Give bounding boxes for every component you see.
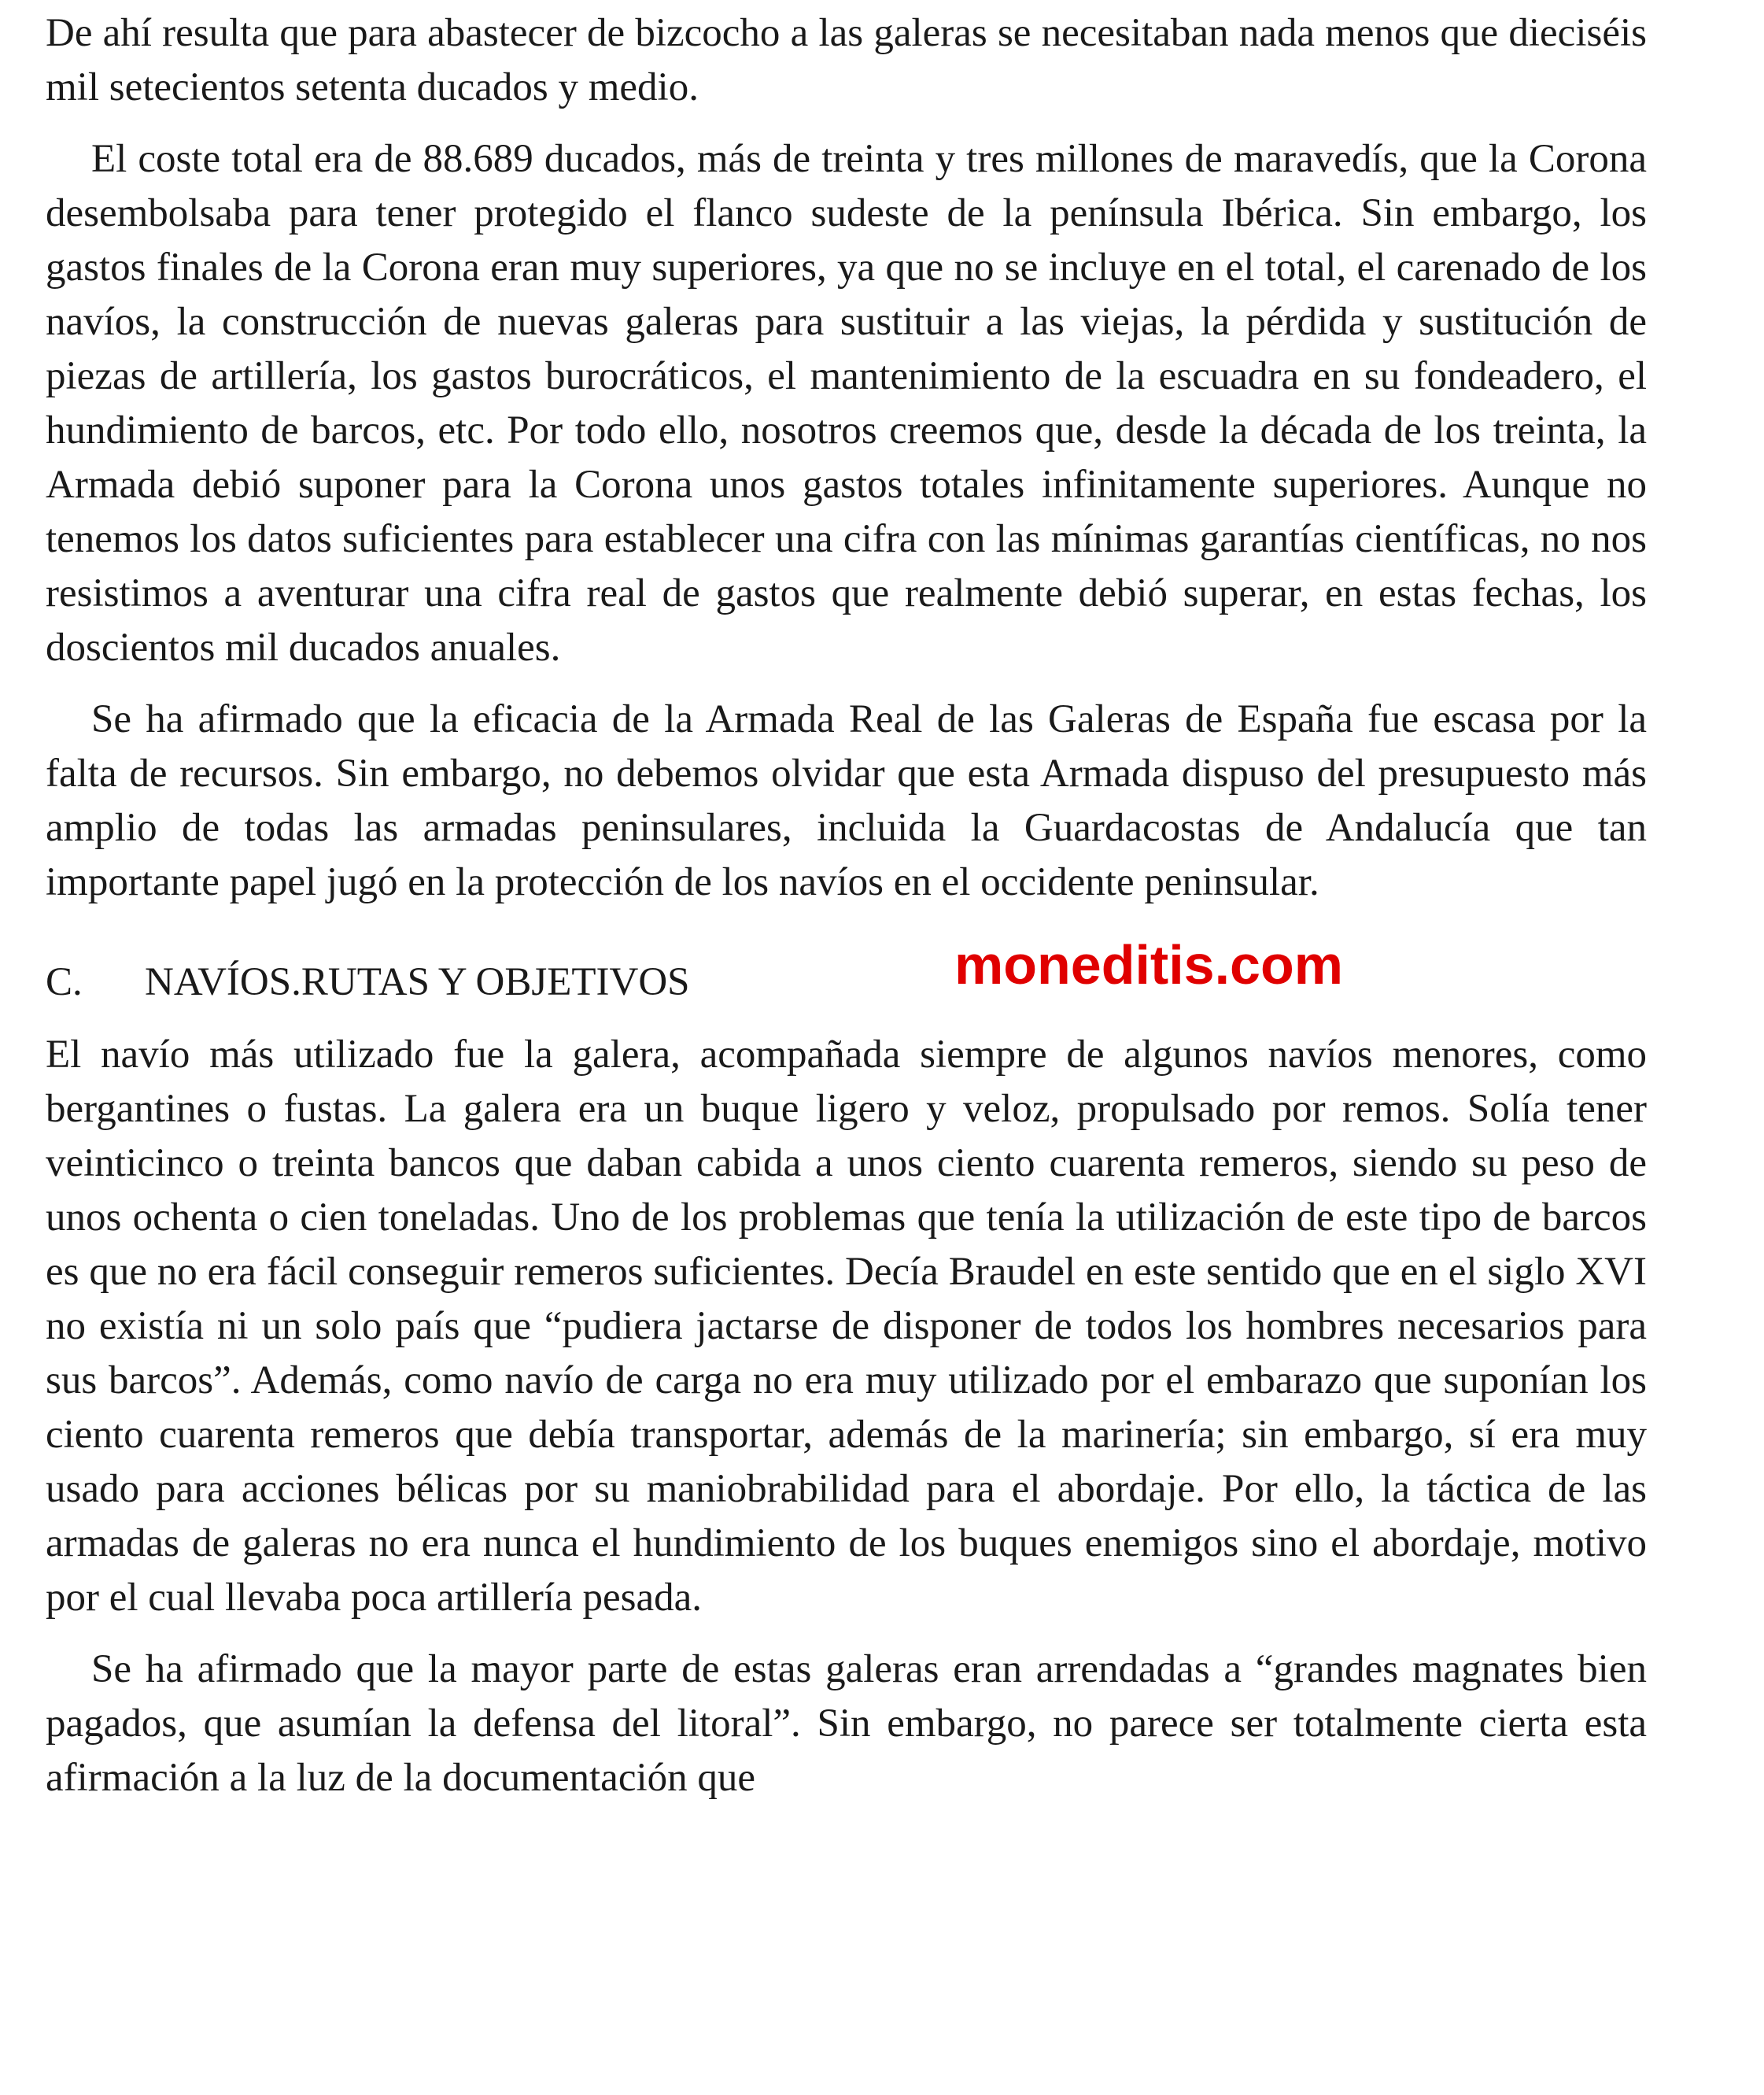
section-heading-text (46, 955, 690, 1010)
section-title: NAVÍOS.RUTAS Y OBJETIVOS (145, 960, 690, 1004)
section-heading (46, 910, 1647, 1028)
paragraph-eficacia-armada: Se ha afirmado que la eficacia de la Armada Real de las Galeras de España fue escasa por la falta de recursos. Sin embargo, no debemos olvidar que esta Armada dispuso del presupuesto más amplio de todas las armadas peninsulares, incluida la Guardacostas de Andalucía que tan importante papel jugó en la protección de los navíos en el occidente peninsular. (46, 697, 1647, 904)
watermark: moneditis.com (954, 934, 1343, 996)
paragraph-bizcocho: De ahí resulta que para abastecer de bizcocho a las galeras se necesitaban nada menos que dieciséis mil setecientos setenta ducados y medio. (46, 11, 1647, 109)
document-page (46, 6, 1647, 1805)
paragraph-navio-galera: El navío más utilizado fue la galera, acompañada siempre de algunos navíos menores, como bergantines o fustas. La galera era un buque ligero y veloz, propulsado por remos. Solía tener veinticinco o treinta bancos que daban cabida a unos ciento cuarenta remeros, siendo su peso de unos ochenta o cien toneladas. Uno de los problemas que tenía la utilización de este tipo de barcos es que no era fácil conseguir remeros suficientes. Decía Braudel en este sentido que en el siglo XVI no existía ni un solo país que “pudiera jactarse de disponer de todos los hombres necesarios para sus barcos”. Además, como navío de carga no era muy utilizado por el embarazo que suponían los ciento cuarenta remeros que debía transportar, además de la marinería; sin embargo, sí era muy usado para acciones bélicas por su maniobrabilidad para el abordaje. Por ello, la táctica de las armadas de galeras no era nunca el hundimiento de los buques enemigos sino el abordaje, motivo por el cual llevaba poca artillería pesada. (46, 1033, 1647, 1620)
paragraph-coste-total: El coste total era de 88.689 ducados, más de treinta y tres millones de maravedís, que la Corona desembolsaba para tener protegido el flanco sudeste de la península Ibérica. Sin embargo, los gastos finales de la Corona eran muy superiores, ya que no se incluye en el total, el carenado de los navíos, la construcción de nuevas galeras para sustituir a las viejas, la pérdida y sustitución de piezas de artillería, los gastos burocráticos, el mantenimiento de la escuadra en su fondeadero, el hundimiento de barcos, etc. Por todo ello, nosotros creemos que, desde la década de los treinta, la Armada debió suponer para la Corona unos gastos totales infinitamente superiores. Aunque no tenemos los datos suficientes para establecer una cifra con las mínimas garantías científicas, no nos resistimos a aventurar una cifra real de gastos que realmente debió superar, en estas fechas, los doscientos mil ducados anuales. (46, 137, 1647, 670)
paragraph-galeras-arrendadas: Se ha afirmado que la mayor parte de estas galeras eran arrendadas a “grandes magnates bien pagados, que asumían la defensa del litoral”. Sin embargo, no parece ser totalmente cierta esta afirmación a la luz de la documentación que (46, 1647, 1647, 1800)
section-letter: C. (46, 960, 83, 1004)
